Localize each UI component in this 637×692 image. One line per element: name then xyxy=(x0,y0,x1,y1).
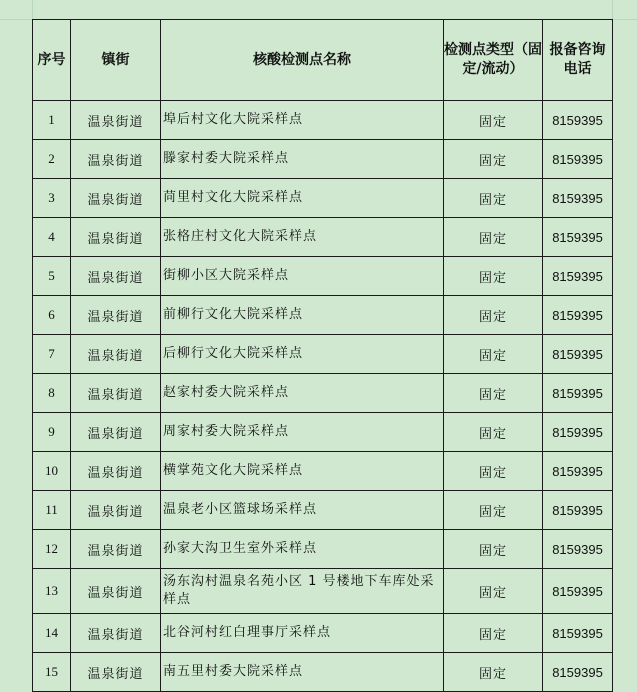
cell-no[interactable]: 13 xyxy=(33,569,71,614)
table-row xyxy=(33,530,613,569)
cell-site-name[interactable]: 街柳小区大院采样点 xyxy=(161,257,444,296)
cell-site-name[interactable]: 南五里村委大院采样点 xyxy=(161,653,444,692)
header-site-name[interactable]: 核酸检测点名称 xyxy=(161,20,444,101)
table-row xyxy=(33,491,613,530)
cell-site-name[interactable]: 赵家村委大院采样点 xyxy=(161,374,444,413)
cell-no[interactable]: 9 xyxy=(33,413,71,452)
cell-no[interactable]: 1 xyxy=(33,101,71,140)
cell-site-type[interactable]: 固定 xyxy=(444,218,543,257)
cell-phone[interactable]: 8159395 xyxy=(543,653,613,692)
table-row xyxy=(33,569,613,614)
cell-street[interactable]: 温泉街道 xyxy=(71,218,161,257)
table-row xyxy=(33,653,613,692)
cell-site-type[interactable]: 固定 xyxy=(444,335,543,374)
cell-site-type[interactable]: 固定 xyxy=(444,491,543,530)
cell-phone[interactable]: 8159395 xyxy=(543,491,613,530)
cell-no[interactable]: 2 xyxy=(33,140,71,179)
table-row xyxy=(33,257,613,296)
table-row xyxy=(33,140,613,179)
cell-street[interactable]: 温泉街道 xyxy=(71,530,161,569)
cell-phone[interactable]: 8159395 xyxy=(543,296,613,335)
cell-phone[interactable]: 8159395 xyxy=(543,101,613,140)
cell-site-name[interactable]: 张格庄村文化大院采样点 xyxy=(161,218,444,257)
cell-no[interactable]: 10 xyxy=(33,452,71,491)
cell-street[interactable]: 温泉街道 xyxy=(71,452,161,491)
cell-no[interactable]: 15 xyxy=(33,653,71,692)
cell-site-name[interactable]: 后柳行文化大院采样点 xyxy=(161,335,444,374)
cell-phone[interactable]: 8159395 xyxy=(543,179,613,218)
cell-site-type[interactable]: 固定 xyxy=(444,374,543,413)
cell-street[interactable]: 温泉街道 xyxy=(71,614,161,653)
cell-no[interactable]: 4 xyxy=(33,218,71,257)
cell-street[interactable]: 温泉街道 xyxy=(71,101,161,140)
cell-site-type[interactable]: 固定 xyxy=(444,413,543,452)
cell-site-type[interactable]: 固定 xyxy=(444,653,543,692)
cell-phone[interactable]: 8159395 xyxy=(543,374,613,413)
cell-no[interactable]: 14 xyxy=(33,614,71,653)
table-header-row xyxy=(33,20,613,101)
cell-site-type[interactable]: 固定 xyxy=(444,530,543,569)
cell-street[interactable]: 温泉街道 xyxy=(71,491,161,530)
cell-street[interactable]: 温泉街道 xyxy=(71,296,161,335)
cell-site-type[interactable]: 固定 xyxy=(444,452,543,491)
table-row xyxy=(33,614,613,653)
cell-no[interactable]: 8 xyxy=(33,374,71,413)
cell-street[interactable]: 温泉街道 xyxy=(71,653,161,692)
cell-no[interactable]: 7 xyxy=(33,335,71,374)
cell-site-name[interactable]: 孙家大沟卫生室外采样点 xyxy=(161,530,444,569)
cell-site-type[interactable]: 固定 xyxy=(444,101,543,140)
table-row xyxy=(33,374,613,413)
cell-site-name[interactable]: 周家村委大院采样点 xyxy=(161,413,444,452)
cell-phone[interactable]: 8159395 xyxy=(543,335,613,374)
cell-phone[interactable]: 8159395 xyxy=(543,140,613,179)
cell-site-type[interactable]: 固定 xyxy=(444,614,543,653)
cell-no[interactable]: 12 xyxy=(33,530,71,569)
cell-site-type[interactable]: 固定 xyxy=(444,140,543,179)
cell-site-name[interactable]: 苘里村文化大院采样点 xyxy=(161,179,444,218)
cell-street[interactable]: 温泉街道 xyxy=(71,569,161,614)
cell-site-name[interactable]: 埠后村文化大院采样点 xyxy=(161,101,444,140)
cell-site-name[interactable]: 前柳行文化大院采样点 xyxy=(161,296,444,335)
table-row xyxy=(33,218,613,257)
table-row xyxy=(33,452,613,491)
table-row xyxy=(33,335,613,374)
cell-site-name[interactable]: 温泉老小区篮球场采样点 xyxy=(161,491,444,530)
testing-sites-table xyxy=(32,19,613,692)
cell-no[interactable]: 3 xyxy=(33,179,71,218)
cell-no[interactable]: 11 xyxy=(33,491,71,530)
cell-phone[interactable]: 8159395 xyxy=(543,452,613,491)
cell-site-type[interactable]: 固定 xyxy=(444,569,543,614)
table-row xyxy=(33,101,613,140)
cell-phone[interactable]: 8159395 xyxy=(543,530,613,569)
table-row xyxy=(33,179,613,218)
header-street[interactable]: 镇街 xyxy=(71,20,161,101)
cell-street[interactable]: 温泉街道 xyxy=(71,374,161,413)
table-row xyxy=(33,413,613,452)
table-row xyxy=(33,296,613,335)
cell-phone[interactable]: 8159395 xyxy=(543,218,613,257)
cell-no[interactable]: 6 xyxy=(33,296,71,335)
header-site-type[interactable]: 检测点类型（固定/流动） xyxy=(444,20,543,101)
cell-phone[interactable]: 8159395 xyxy=(543,569,613,614)
cell-site-name[interactable]: 北谷河村红白理事厅采样点 xyxy=(161,614,444,653)
cell-street[interactable]: 温泉街道 xyxy=(71,140,161,179)
cell-site-name[interactable]: 滕家村委大院采样点 xyxy=(161,140,444,179)
cell-site-type[interactable]: 固定 xyxy=(444,257,543,296)
cell-site-name[interactable]: 汤东沟村温泉名苑小区 1 号楼地下车库处采样点 xyxy=(161,569,444,614)
header-no[interactable]: 序号 xyxy=(33,20,71,101)
cell-phone[interactable]: 8159395 xyxy=(543,614,613,653)
cell-site-name[interactable]: 横掌苑文化大院采样点 xyxy=(161,452,444,491)
cell-phone[interactable]: 8159395 xyxy=(543,413,613,452)
cell-site-type[interactable]: 固定 xyxy=(444,179,543,218)
cell-phone[interactable]: 8159395 xyxy=(543,257,613,296)
cell-street[interactable]: 温泉街道 xyxy=(71,257,161,296)
cell-no[interactable]: 5 xyxy=(33,257,71,296)
cell-street[interactable]: 温泉街道 xyxy=(71,335,161,374)
cell-street[interactable]: 温泉街道 xyxy=(71,413,161,452)
cell-site-type[interactable]: 固定 xyxy=(444,296,543,335)
header-phone[interactable]: 报备咨询电话 xyxy=(543,20,613,101)
cell-street[interactable]: 温泉街道 xyxy=(71,179,161,218)
